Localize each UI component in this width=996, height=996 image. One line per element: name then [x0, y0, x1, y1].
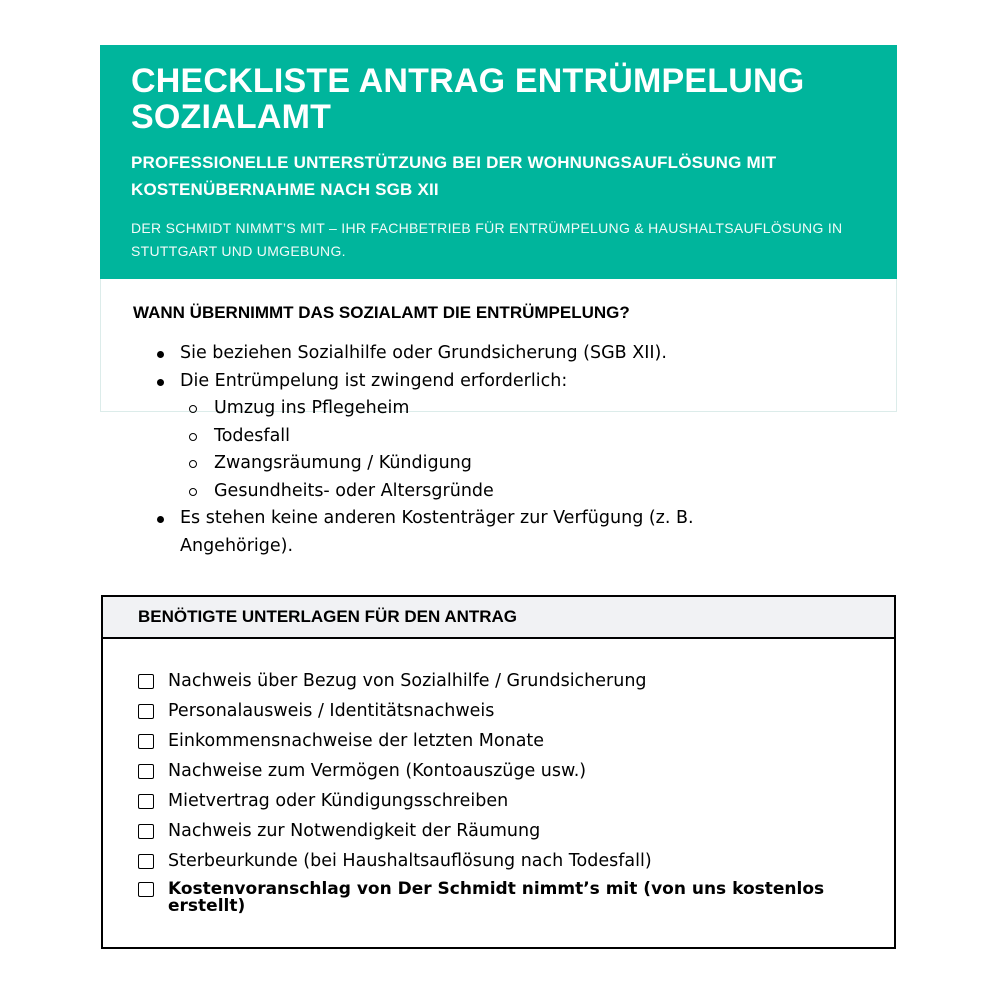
circle-bullet-icon	[189, 433, 197, 441]
requirements-list	[160, 340, 760, 560]
documents-header	[103, 597, 894, 639]
page-subtitle: PROFESSIONELLE UNTERSTÜTZUNG BEI DER WOHNUNGSAUFLÖSUNG MIT KOSTENÜBERNAHME NACH SGB XII	[131, 153, 777, 199]
bullet-icon	[157, 351, 164, 358]
bullet-icon	[157, 379, 164, 386]
sub-list-item-text: Todesfall	[214, 425, 291, 446]
list-item-text: Es stehen keine anderen Kostenträger zur Verfügung (z. B. Angehörige).	[180, 508, 694, 556]
checkbox[interactable]	[138, 854, 154, 869]
checkbox[interactable]	[138, 734, 154, 749]
checklist-item-label: Nachweis über Bezug von Sozialhilfe / Grundsicherung	[168, 671, 647, 691]
sub-list-item-text: Zwangsräumung / Kündigung	[214, 453, 472, 473]
circle-bullet-icon	[189, 460, 197, 468]
sub-list-item-text: Umzug ins Pflegeheim	[214, 398, 410, 418]
checklist-item	[136, 669, 894, 699]
checklist-item-label: Kostenvoranschlag von Der Schmidt nimmt’s mit (von uns kostenlos erstellt)	[168, 879, 825, 916]
reasons-sublist	[180, 395, 760, 505]
checklist-item	[136, 759, 894, 789]
checklist-item	[136, 819, 894, 849]
checkbox[interactable]	[138, 824, 154, 839]
checkbox[interactable]	[138, 764, 154, 779]
circle-bullet-icon	[189, 488, 197, 496]
checkbox[interactable]	[138, 882, 154, 897]
circle-bullet-icon	[189, 405, 197, 413]
checklist-item	[136, 879, 894, 915]
sub-list-item	[214, 423, 760, 451]
checkbox[interactable]	[138, 794, 154, 809]
when-section-heading: WANN ÜBERNIMMT DAS SOZIALAMT DIE ENTRÜMPELUNG?	[133, 303, 630, 322]
checklist-item	[136, 849, 894, 879]
page-title: CHECKLISTE ANTRAG ENTRÜMPELUNG SOZIALAMT	[131, 62, 805, 136]
checklist-item-label: Einkommensnachweise der letzten Monate	[168, 731, 545, 751]
checkbox[interactable]	[138, 704, 154, 719]
sub-list-item	[214, 395, 760, 423]
bullet-icon	[157, 516, 164, 523]
documents-checklist	[103, 639, 894, 915]
documents-checklist-box	[101, 595, 896, 949]
sub-list-item	[214, 450, 760, 478]
checklist-item-label: Nachweise zum Vermögen (Kontoauszüge usw.)	[168, 761, 587, 781]
list-item-text: Sie beziehen Sozialhilfe oder Grundsicherung (SGB XII).	[180, 343, 667, 363]
documents-heading: BENÖTIGTE UNTERLAGEN FÜR DEN ANTRAG	[138, 607, 518, 626]
sub-list-item	[214, 478, 760, 506]
checklist-item	[136, 699, 894, 729]
checklist-item-label: Nachweis zur Notwendigkeit der Räumung	[168, 821, 541, 841]
checklist-item-label: Mietvertrag oder Kündigungsschreiben	[168, 791, 509, 811]
list-item	[160, 505, 760, 560]
checklist-item	[136, 789, 894, 819]
sub-list-item-text: Gesundheits- oder Altersgründe	[214, 480, 494, 501]
list-item-text: Die Entrümpelung ist zwingend erforderlich:	[180, 370, 568, 391]
checklist-item-label: Personalausweis / Identitätsnachweis	[168, 701, 495, 721]
list-item	[160, 340, 760, 368]
checklist-item-label: Sterbeurkunde (bei Haushaltsauflösung nach Todesfall)	[168, 851, 652, 871]
list-item	[160, 368, 760, 506]
company-tagline: DER SCHMIDT NIMMT’S MIT – IHR FACHBETRIEB FÜR ENTRÜMPELUNG & HAUSHALTSAUFLÖSUNG IN STUTTGART UND UMGEBUNG.	[131, 220, 843, 259]
checkbox[interactable]	[138, 674, 154, 689]
header-banner	[100, 45, 897, 279]
checklist-item	[136, 729, 894, 759]
